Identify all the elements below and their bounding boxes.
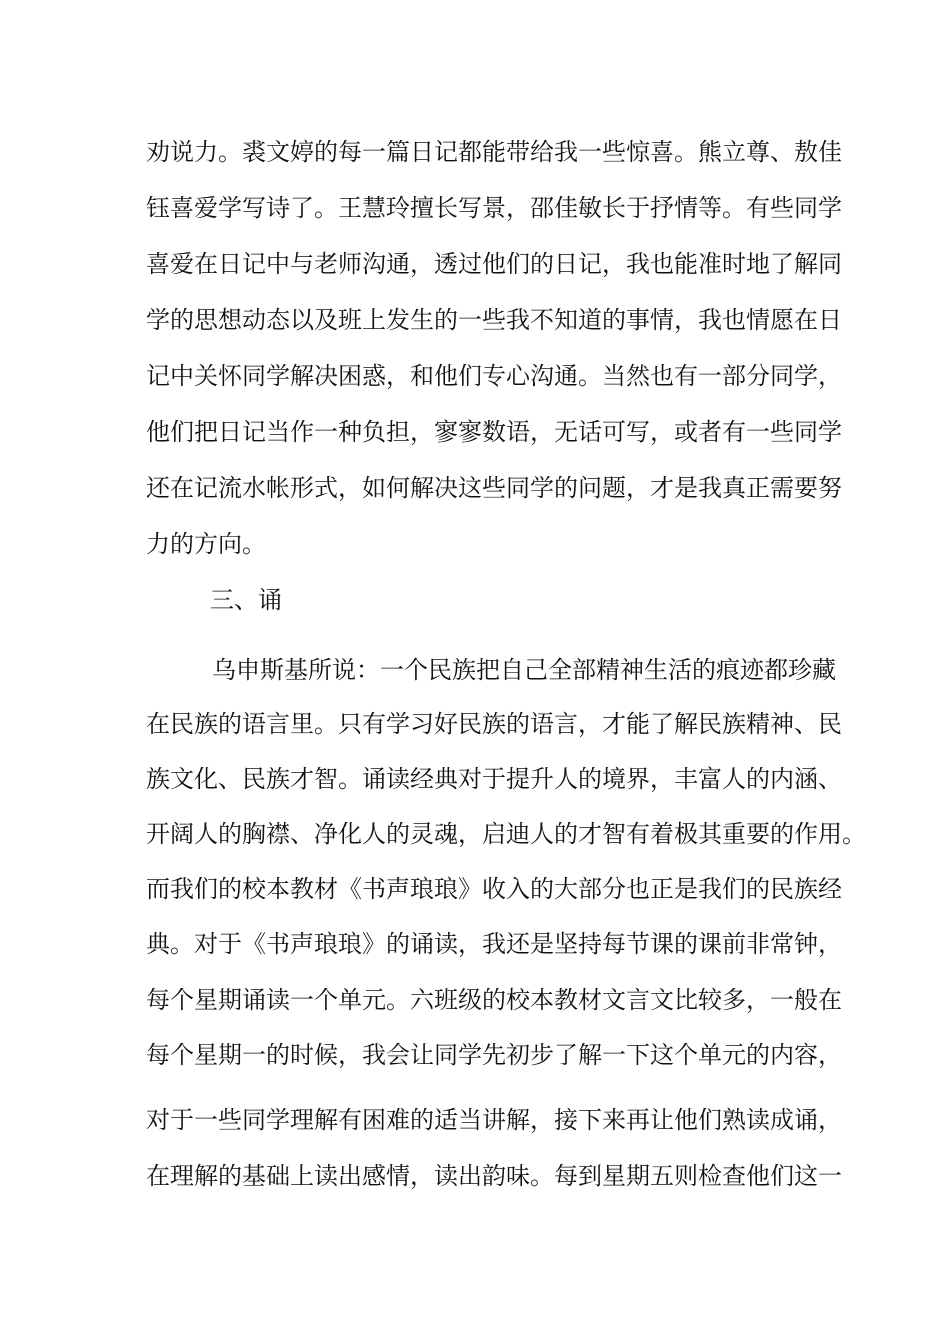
body-text-line: 还在记流水帐形式，如何解决这些同学的问题，才是我真正需要努: [146, 474, 842, 502]
body-text-line: 族文化、民族才智。诵读经典对于提升人的境界，丰富人的内涵、: [146, 765, 842, 793]
body-text-line: 学的思想动态以及班上发生的一些我不知道的事情，我也情愿在日: [146, 306, 842, 334]
body-text-line: 每个星期一的时候，我会让同学先初步了解一下这个单元的内容，: [146, 1041, 842, 1069]
body-text-line: 每个星期诵读一个单元。六班级的校本教材文言文比较多，一般在: [146, 986, 842, 1014]
body-text-line: 在理解的基础上读出感情，读出韵味。每到星期五则检查他们这一: [146, 1162, 842, 1190]
body-text-line: 而我们的校本教材《书声琅琅》收入的大部分也正是我们的民族经: [146, 875, 842, 903]
body-text-line: 他们把日记当作一种负担，寥寥数语，无话可写，或者有一些同学: [146, 418, 842, 446]
body-text-line: 对于一些同学理解有困难的适当讲解，接下来再让他们熟读成诵，: [146, 1106, 842, 1134]
body-text-line: 典。对于《书声琅琅》的诵读，我还是坚持每节课的课前非常钟，: [146, 930, 842, 958]
body-text-line: 劝说力。裘文婷的每一篇日记都能带给我一些惊喜。熊立尊、敖佳: [146, 138, 842, 166]
body-text-line: 喜爱在日记中与老师沟通，透过他们的日记，我也能准时地了解同: [146, 250, 842, 278]
body-text-line: 钰喜爱学写诗了。王慧玲擅长写景，邵佳敏长于抒情等。有些同学: [146, 194, 842, 222]
paragraph-first-line: 乌申斯基所说：一个民族把自己全部精神生活的痕迹都珍藏: [212, 656, 836, 684]
body-text-line: 开阔人的胸襟、净化人的灵魂，启迪人的才智有着极其重要的作用。: [146, 820, 866, 848]
body-text-line: 在民族的语言里。只有学习好民族的语言，才能了解民族精神、民: [146, 710, 842, 738]
section-heading: 三、诵: [210, 586, 282, 614]
body-text-line: 记中关怀同学解决困惑，和他们专心沟通。当然也有一部分同学，: [146, 362, 842, 390]
body-text-line: 力的方向。: [146, 530, 266, 558]
